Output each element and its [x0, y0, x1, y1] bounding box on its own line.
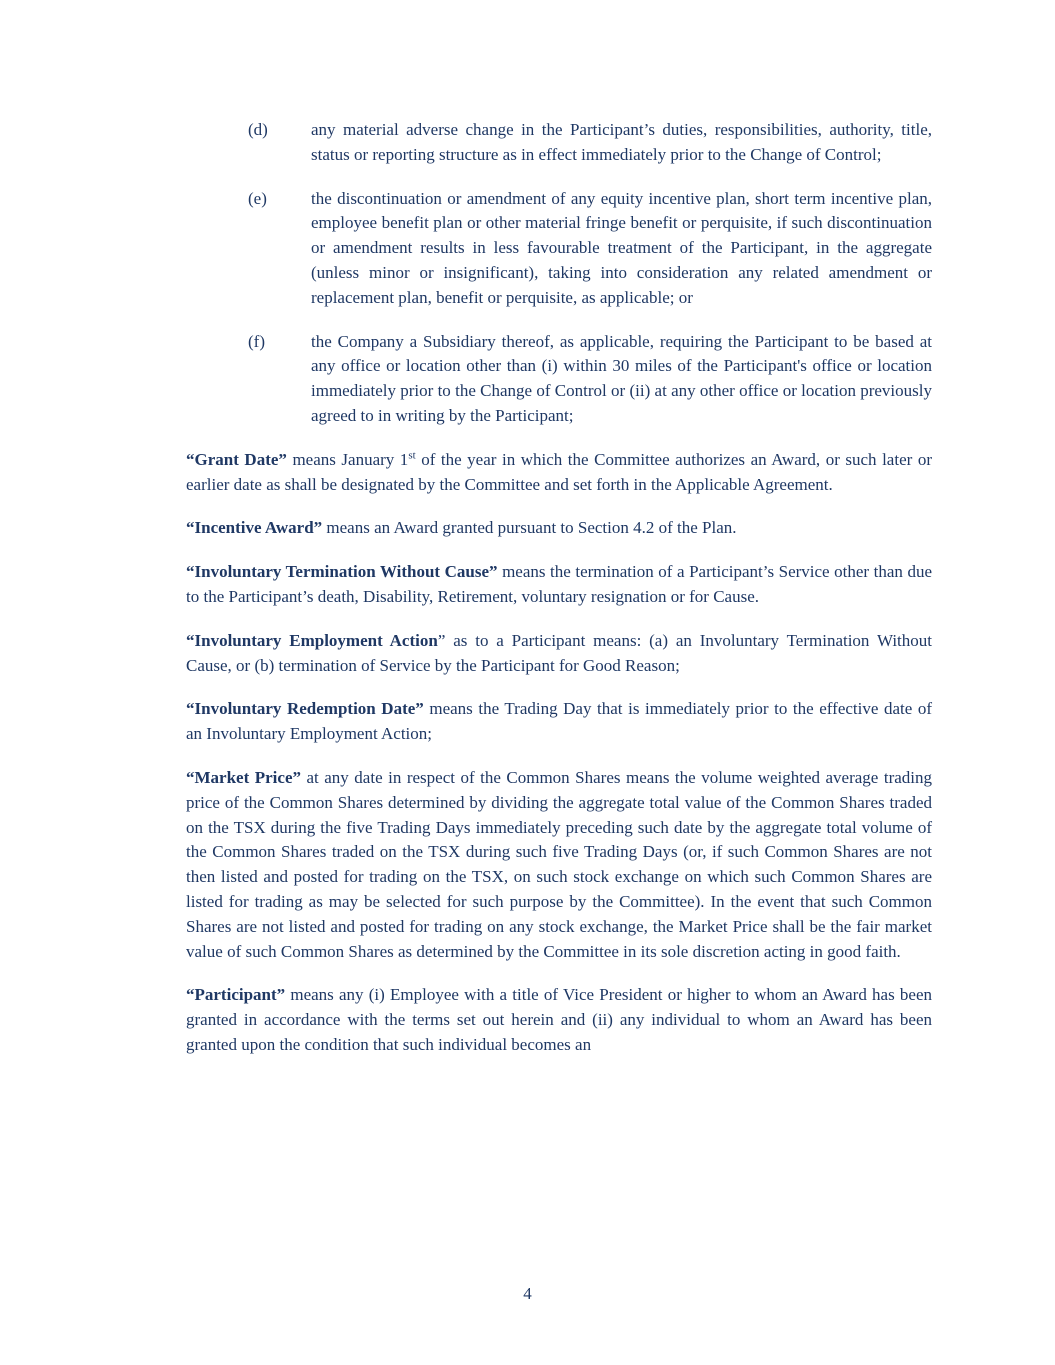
definition-incentive-award: [186, 516, 932, 541]
definition-term: “Involuntary Employment Action: [186, 630, 438, 650]
superscript-ordinal: st: [408, 449, 416, 462]
list-item-label: (d): [248, 120, 268, 139]
definition-text: ” as to a Participant means: (a) an Involuntary Termination Without Cause, or (b) termination of Service by the Participant for Good Reason;: [186, 630, 933, 675]
list-item-d: [186, 118, 932, 168]
definition-involuntary-redemption-date: [186, 697, 932, 747]
definition-involuntary-termination-without-cause: [186, 560, 932, 610]
definition-term: “Market Price”: [186, 767, 301, 787]
list-item-text: any material adverse change in the Participant’s duties, responsibilities, authority, title, status or reporting structure as in effect immediately prior to the Change of Control;: [311, 120, 932, 164]
definition-term: “Involuntary Redemption Date”: [186, 699, 424, 719]
list-item-label: (f): [248, 331, 265, 351]
list-item-text: the discontinuation or amendment of any equity incentive plan, short term incentive plan, employee benefit plan or other material fringe benefit or perquisite, if such discontinuation or amendment results in less favourable treatment of the Participant, in the aggregate (unless minor or insignificant), taking into consideration any related amendment or replacement plan, benefit or perquisite, as applicable; or: [311, 188, 932, 307]
definition-text: means an Award granted pursuant to Section 4.2 of the Plan.: [322, 518, 737, 538]
definition-grant-date: [186, 448, 932, 498]
definition-text: means any (i) Employee with a title of Vice President or higher to whom an Award has been granted in accordance with the terms set out herein and (ii) any individual to whom an Award has been granted upon the condition that such individual becomes an: [186, 985, 932, 1054]
definition-text: means the Trading Day that is immediately prior to the effective date of an Involuntary Employment Action;: [186, 699, 932, 744]
definition-text: means the termination of a Participant’s Service other than due to the Participant’s death, Disability, Retirement, voluntary resignation or for Cause.: [186, 562, 932, 606]
list-item-text: the Company a Subsidiary thereof, as applicable, requiring the Participant to be based at any office or location other than (i) within 30 miles of the Participant's office or location immediately prior to the Change of Control or (ii) at any other office or location previously agreed to in writing by the Participant;: [311, 331, 932, 425]
definition-text: of the year in which the Committee authorizes an Award, or such later or earlier date as shall be designated by the Committee and set forth in the Applicable Agreement.: [186, 449, 932, 494]
definition-participant: [186, 983, 932, 1057]
list-item-f: [186, 330, 932, 429]
definition-term: “Grant Date”: [186, 449, 287, 469]
page-number: 4: [523, 1284, 532, 1304]
definition-term: “Incentive Award”: [186, 518, 323, 538]
definition-market-price: [186, 766, 932, 964]
definition-text: means January 1: [286, 449, 409, 469]
list-item-label: (e): [248, 188, 267, 208]
definition-involuntary-employment-action: [186, 629, 932, 679]
list-item-e: [186, 187, 932, 311]
definition-term: “Involuntary Termination Without Cause”: [186, 562, 498, 582]
definition-term: “Participant”: [186, 985, 286, 1005]
definition-text: at any date in respect of the Common Shares means the volume weighted average trading price of the Common Shares determined by dividing the aggregate total value of the Common Shares traded on the TSX during the five Trading Days immediately preceding such date by the aggregate total volume of the Common Shares traded on the TSX during such five Trading Days (or, if such Common Shares are not then listed and posted for trading on the TSX, on such stock exchange on which such Common Shares are listed for trading as may be selected for such purpose by the Committee). In the event that such Common Shares are not listed and posted for trading on any stock exchange, the Market Price shall be the fair market value of such Common Shares as determined by the Committee in its sole discretion acting in good faith.: [186, 767, 932, 961]
